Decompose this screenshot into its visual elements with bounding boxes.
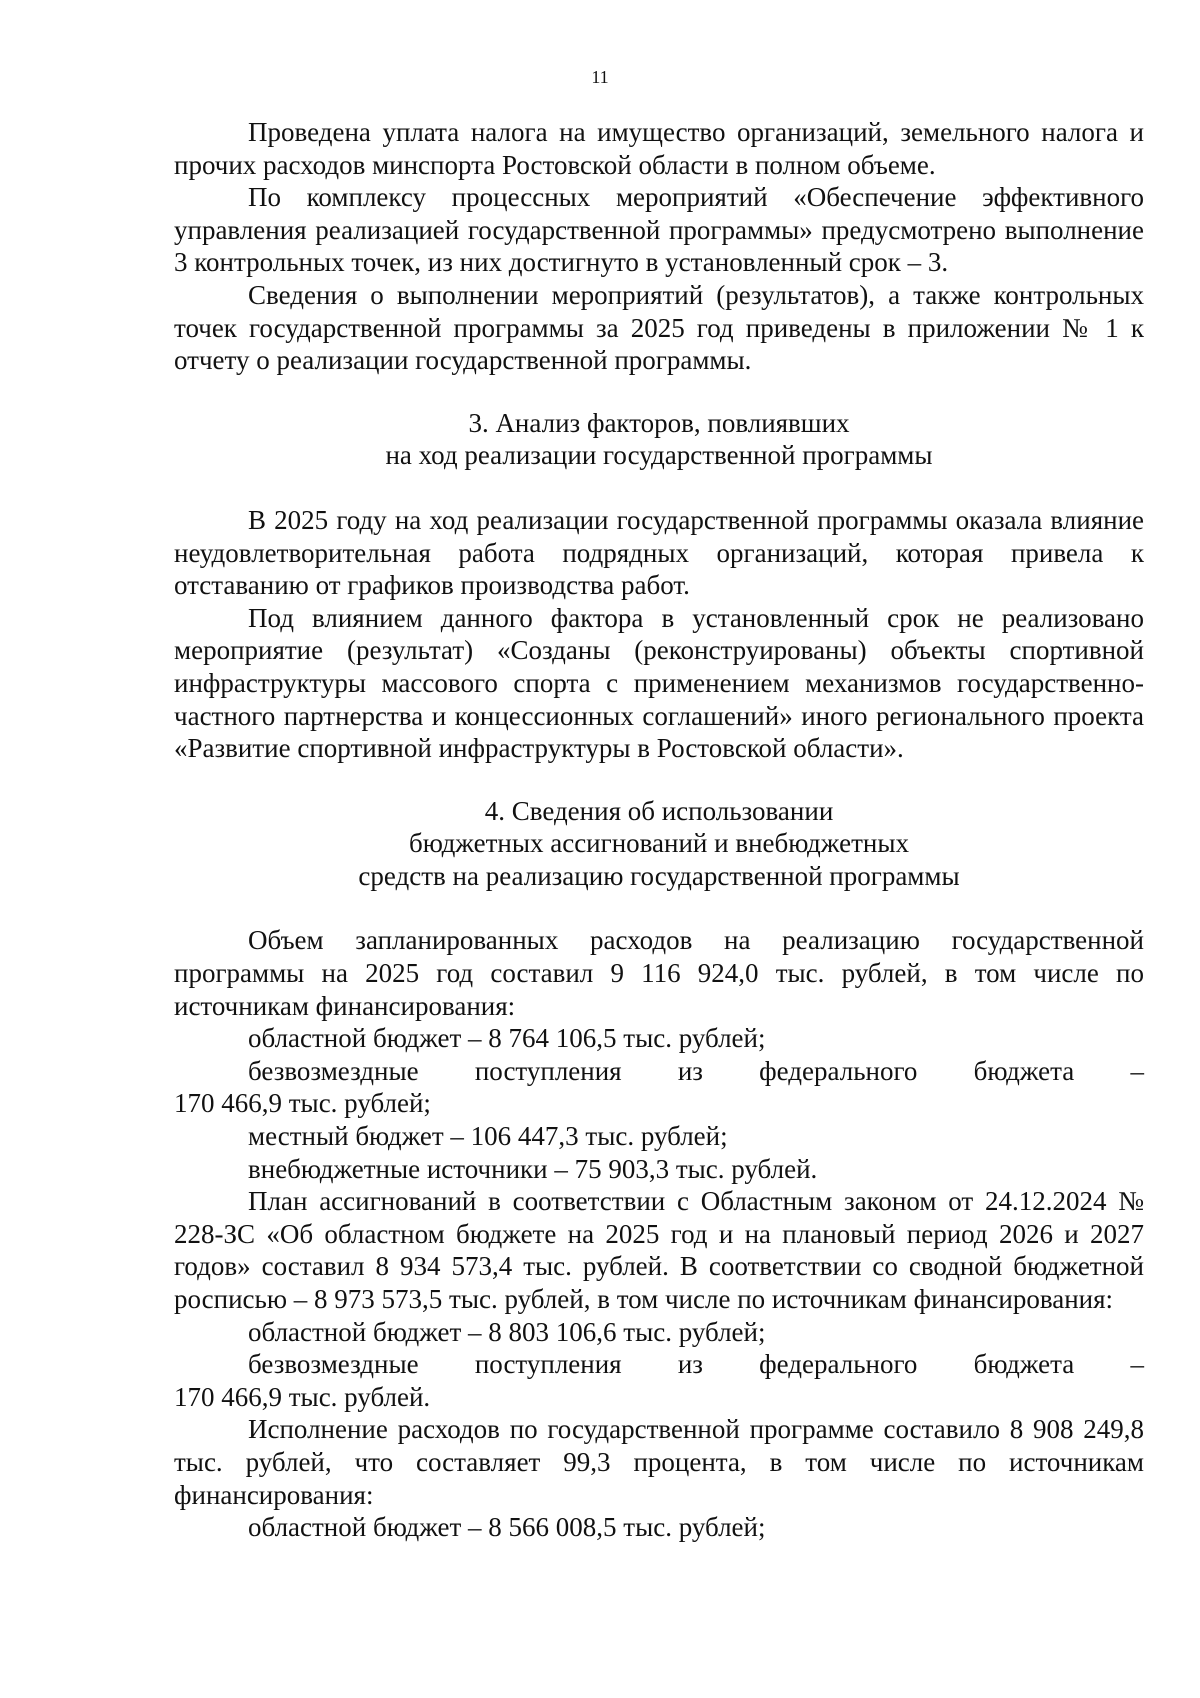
item-local-budget-planned: местный бюджет – 106 447,3 тыс. рублей;	[248, 1121, 728, 1152]
section3-heading	[174, 407, 1144, 472]
section4-heading-line3: средств на реализацию государственной программы	[358, 860, 960, 891]
paragraph-factors: В 2025 году на ход реализации государственной программы оказала влияние неудовлетворительная работа подрядных организаций, которая привела к отставанию от графиков производства работ.	[174, 504, 1144, 601]
item-extrabudget-planned: внебюджетные источники – 75 903,3 тыс. рублей.	[248, 1153, 818, 1184]
item-federal-planned-amount: 170 466,9 тыс. рублей;	[174, 1088, 431, 1119]
item-federal-planned: безвозмездные поступления из федерального бюджета –	[248, 1055, 1144, 1086]
section4-heading-line1: 4. Сведения об использовании	[484, 795, 834, 826]
item-regional-budget-executed: областной бюджет – 8 566 008,5 тыс. рублей;	[248, 1512, 766, 1543]
paragraph-property-tax: Проведена уплата налога на имущество организаций, земельного налога и прочих расходов минспорта Ростовской области в полном объеме.	[174, 117, 1144, 180]
paragraph-results-info: Сведения о выполнении мероприятий (результатов), а также контрольных точек государственной программы за 2025 год приведены в приложении № 1 к отчету о реализации государственной программы.	[174, 279, 1144, 376]
section4-heading	[174, 795, 1144, 893]
paragraph-factor-impact: Под влиянием данного фактора в установленный срок не реализовано мероприятие (результат) «Созданы (реконструированы) объекты спортивной инфраструктуры массового спорта с применением механизмов государственно-частного партнерства и концессионных соглашений» иного регионального проекта «Развитие спортивной инфраструктуры в Ростовской области».	[174, 602, 1144, 764]
item-federal-plan-amount: 170 466,9 тыс. рублей.	[174, 1381, 431, 1412]
section3-heading-line2: на ход реализации государственной программы	[385, 440, 933, 471]
item-regional-budget-planned: областной бюджет – 8 764 106,5 тыс. рублей;	[248, 1023, 766, 1054]
paragraph-process-measures: По комплексу процессных мероприятий «Обеспечение эффективного управления реализацией государственной программы» предусмотрено выполнение 3 контрольных точек, из них достигнуто в установленный срок – 3.	[174, 182, 1144, 278]
page-number: 11	[591, 67, 609, 87]
section3-heading-line1: 3. Анализ факторов, повлиявших	[468, 407, 850, 438]
item-federal-plan: безвозмездные поступления из федерального бюджета –	[248, 1349, 1144, 1380]
paragraph-execution: Исполнение расходов по государственной программе составило 8 908 249,8 тыс. рублей, что составляет 99,3 процента, в том числе по источникам финансирования:	[174, 1414, 1144, 1510]
paragraph-appropriations-plan: План ассигнований в соответствии с Областным законом от 24.12.2024 № 228-ЗС «Об областном бюджете на 2025 год и на плановый период 2026 и 2027 годов» составил 8 934 573,4 тыс. рублей. В соответствии со сводной бюджетной росписью – 8 973 573,5 тыс. рублей, в том числе по источникам финансирования:	[174, 1186, 1144, 1314]
document-body	[174, 116, 1144, 1544]
section4-heading-line2: бюджетных ассигнований и внебюджетных	[409, 828, 909, 859]
paragraph-planned-expenses: Объем запланированных расходов на реализацию государственной программы на 2025 год составил 9 116 924,0 тыс. рублей, в том числе по источникам финансирования:	[174, 925, 1144, 1021]
item-regional-budget-plan: областной бюджет – 8 803 106,6 тыс. рублей;	[248, 1316, 766, 1347]
